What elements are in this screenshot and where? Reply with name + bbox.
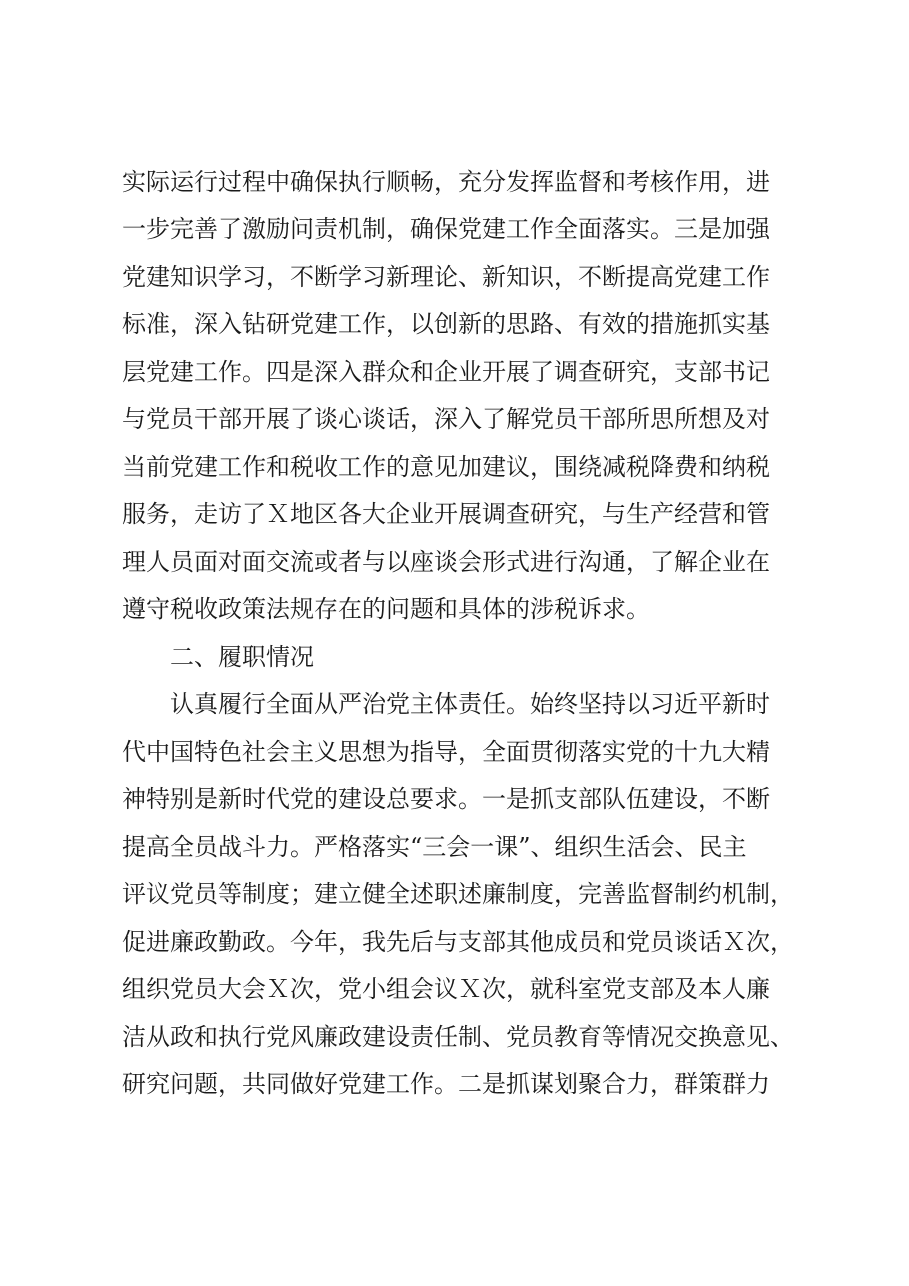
text-line: [0, 542, 909, 582]
text-line-content: 认真履行全面从严治党主体责任。始终坚持以习近平新时: [170, 690, 770, 718]
text-line-content: 实际运行过程中确保执行顺畅，充分发挥监督和考核作用，进: [122, 168, 770, 196]
text-line: [0, 447, 909, 487]
text-line-content: 组织党员大会Ｘ次，党小组会议Ｘ次，就科室党支部及本人廉: [122, 975, 770, 1003]
text-line: [0, 779, 909, 819]
text-line: [0, 1017, 909, 1057]
text-line-content: 神特别是新时代党的建设总要求。一是抓支部队伍建设，不断: [122, 785, 770, 813]
text-line-content: 标准，深入钻研党建工作，以创新的思路、有效的措施抓实基: [122, 310, 770, 338]
text-line: [0, 969, 909, 1009]
text-line: [0, 732, 909, 772]
text-line: [0, 257, 909, 297]
text-line: [0, 352, 909, 392]
text-line: [0, 827, 909, 867]
text-line: [0, 399, 909, 439]
text-line-content: 一步完善了激励问责机制，确保党建工作全面落实。三是加强: [122, 215, 770, 243]
text-line-content: 层党建工作。四是深入群众和企业开展了调查研究，支部书记: [122, 358, 770, 386]
text-line: [0, 1064, 909, 1104]
text-line: [0, 494, 909, 534]
text-line-content: 服务，走访了Ｘ地区各大企业开展调查研究，与生产经营和管: [122, 500, 770, 528]
text-line-content: 遵守税收政策法规存在的问题和具体的涉税诉求。: [122, 595, 650, 623]
text-line-content: 评议党员等制度；建立健全述职述廉制度，完善监督制约机制，: [122, 880, 794, 908]
section-heading: [0, 637, 909, 677]
text-line-content: 与党员干部开展了谈心谈话，深入了解党员干部所思所想及对: [122, 405, 770, 433]
text-line: [0, 304, 909, 344]
text-line: [0, 684, 909, 724]
text-line-content: 洁从政和执行党风廉政建设责任制、党员教育等情况交换意见、: [122, 1023, 794, 1051]
text-line-content: 党建知识学习，不断学习新理论、新知识，不断提高党建工作: [122, 263, 770, 291]
text-line: [0, 922, 909, 962]
text-line-content: 提高全员战斗力。严格落实“三会一课”、组织生活会、民主: [122, 833, 747, 861]
text-line-content: 代中国特色社会主义思想为指导，全面贯彻落实党的十九大精: [122, 738, 770, 766]
text-line: [0, 209, 909, 249]
text-line: [0, 162, 909, 202]
section-heading-text: 二、履职情况: [170, 643, 314, 671]
text-line: [0, 874, 909, 914]
text-line: [0, 589, 909, 629]
text-line-content: 理人员面对面交流或者与以座谈会形式进行沟通，了解企业在: [122, 548, 770, 576]
text-line-content: 促进廉政勤政。今年，我先后与支部其他成员和党员谈话Ｘ次，: [122, 928, 794, 956]
text-line-content: 研究问题，共同做好党建工作。二是抓谋划聚合力，群策群力: [122, 1070, 770, 1098]
text-line-content: 当前党建工作和税收工作的意见加建议，围绕减税降费和纳税: [122, 453, 770, 481]
